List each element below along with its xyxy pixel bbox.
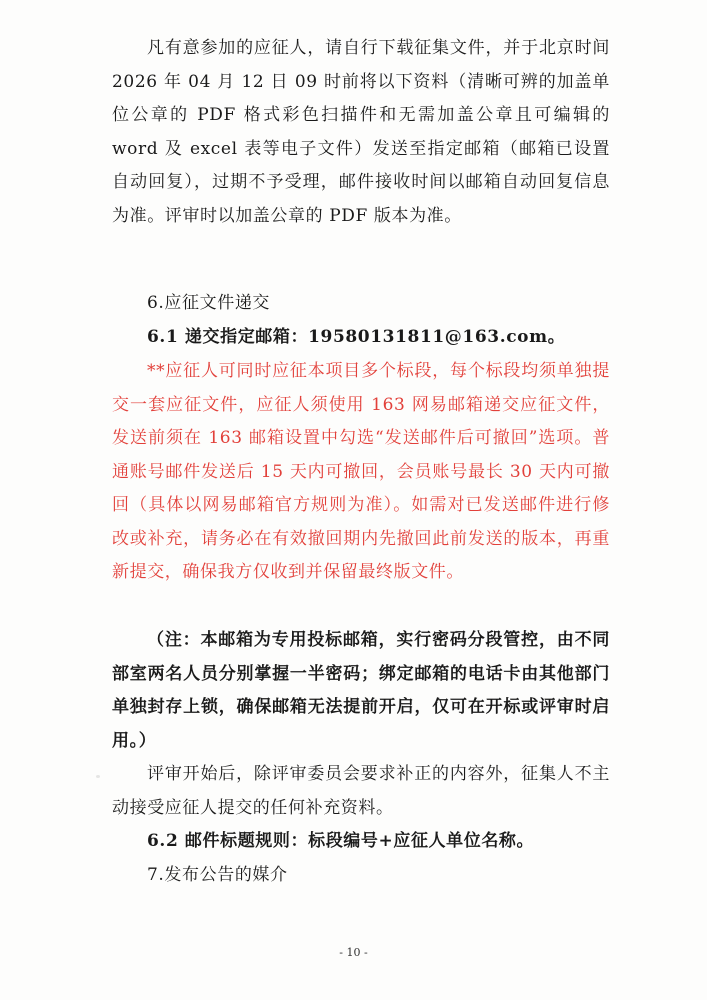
heading-6-2-email-title: 6.2 邮件标题规则：标段编号+应征人单位名称。 (147, 831, 535, 851)
paragraph-red-notice: **应征人可同时应征本项目多个标段，每个标段均须单独提交一套应征文件，应征人须使用 163 网易邮箱递交应征文件，发送前须在 163 邮箱设置中勾选“发送邮件后可撤回”选项。普通账号邮件发送后 15 天内可撤回，会员账号最长 30 天内可撤回（具体以网易邮箱官方规则为准）。如需对已发送邮件进行修改或补充，请务必在有效撤回期内先撤回此前发送的版本，再重新提交，确保我方仅收到并保留最终版文件。 (112, 361, 610, 582)
scan-speck (96, 775, 100, 778)
paragraph-review-supplement: 评审开始后，除评审委员会要求补正的内容外，征集人不主动接受应征人提交的任何补充资料。 (112, 764, 610, 818)
paragraph-mailbox-note: （注：本邮箱为专用投标邮箱，实行密码分段管控，由不同部室两名人员分别掌握一半密码；绑定邮箱的电话卡由其他部门单独封存上锁，确保邮箱无法提前开启，仅可在开标或评审时启用。） (112, 630, 610, 751)
heading-7-media: 7.发布公告的媒介 (147, 865, 288, 885)
page-number: - 10 - (339, 946, 368, 959)
paragraph-submission-instructions: 凡有意参加的应征人，请自行下载征集文件，并于北京时间 2026 年 04 月 12 日 09 时前将以下资料（清晰可辨的加盖单位公章的 PDF 格式彩色扫描件和无需加盖公章且可编辑的 word 及 excel 表等电子文件）发送至指定邮箱（邮箱已设置自动回复），过期不予受理，邮件接收时间以邮箱自动回复信息为准。评审时以加盖公章的 PDF 版本为准。 (112, 38, 610, 226)
heading-6-submission: 6.应征文件递交 (147, 293, 271, 313)
heading-6-1-email: 6.1 递交指定邮箱：19580131811@163.com。 (147, 327, 566, 347)
